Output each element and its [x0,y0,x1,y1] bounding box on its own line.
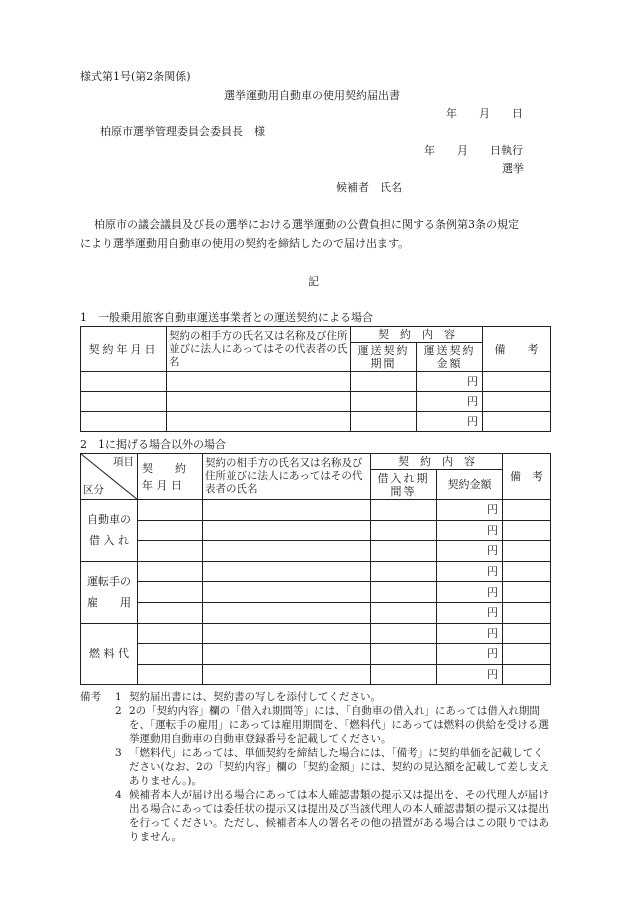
remarks-section [80,690,550,844]
yen-unit: 円 [467,395,478,408]
s1-party-cell[interactable] [167,372,351,392]
remarks-number: 4 [115,789,122,801]
s2-party-cell[interactable] [203,602,371,623]
s1-amount-cell[interactable] [417,412,483,432]
corner-division-label: 区分 [83,484,104,496]
s2-period-cell[interactable] [371,644,437,665]
table-row [81,372,551,392]
s1-amount-cell[interactable] [417,392,483,412]
remarks-head: 備考 [80,691,101,703]
remarks-text: 契約届出書には、契約書の写しを添付してください。 [129,691,381,703]
s2-remarks-cell[interactable] [503,582,551,603]
s2-period-cell[interactable] [371,561,437,582]
body-paragraph-line1: 柏原市の議会議員及び長の選挙における選挙運動の公費負担に関する条例第3条の規定 [94,218,519,231]
s2-amount-cell[interactable] [437,541,503,562]
addressee: 柏原市選挙管理委員会委員長 様 [100,125,265,138]
s2-amount-cell[interactable] [437,520,503,541]
group-label-fuel [81,623,138,685]
corner-item-label: 項目 [113,456,134,468]
section1-table [80,326,551,432]
s2-date-cell[interactable] [138,561,203,582]
s2-party-cell[interactable] [203,623,371,644]
group-label-line1: 自動車の [87,513,131,527]
yen-unit: 円 [487,647,498,661]
table-row [81,644,551,665]
s2-amount-cell[interactable] [437,500,503,521]
s1-header-party: 契約の相手方の氏名又は名称及び住所並びに法人にあってはその代表者の氏名 [167,327,351,372]
yen-unit: 円 [487,544,498,558]
s2-remarks-cell[interactable] [503,561,551,582]
s2-period-cell[interactable] [371,500,437,521]
s2-date-cell[interactable] [138,582,203,603]
s1-remarks-cell[interactable] [483,412,551,432]
table-row [81,520,551,541]
s1-remarks-cell[interactable] [483,372,551,392]
s1-header-amount: 運送契約金額 [417,343,483,372]
yen-unit: 円 [487,626,498,640]
group-label-driver-employment [81,561,138,623]
s1-amount-cell[interactable] [417,372,483,392]
s2-amount-cell[interactable] [437,582,503,603]
s2-remarks-cell[interactable] [503,520,551,541]
form-id: 様式第1号(第2条関係) [80,70,191,83]
remarks-number: 1 [115,691,122,703]
form-title: 選挙運動用自動車の使用契約届出書 [224,89,400,102]
remarks-text: 「燃料代」にあっては、単価契約を締結した場合には、「備考」に契約単価を記載してください(なお、2の「契約内容」欄の「契約金額」には、契約の見込額を記載して差し支えありません。)。 [129,747,550,787]
s2-party-cell[interactable] [203,664,371,685]
candidate-name-field[interactable]: 候補者 氏名 [336,181,402,194]
s2-period-cell[interactable] [371,520,437,541]
ki-mark: 記 [308,275,319,288]
s2-date-cell[interactable] [138,602,203,623]
s2-header-amount: 契約金額 [437,470,503,500]
remarks-item [80,788,550,844]
s2-date-cell[interactable] [138,500,203,521]
s2-remarks-cell[interactable] [503,644,551,665]
s2-amount-cell[interactable] [437,644,503,665]
remarks-number: 2 [115,705,122,717]
group-label-line2: 借 入 れ [89,534,129,548]
s2-period-cell[interactable] [371,623,437,644]
group-label-line1: 燃 料 代 [89,647,129,661]
s2-party-cell[interactable] [203,582,371,603]
table-row [81,582,551,603]
s1-date-cell[interactable] [81,372,167,392]
s2-date-cell[interactable] [138,664,203,685]
remarks-text: 2の「契約内容」欄の「借入れ期間等」には、「自動車の借入れ」にあっては借入れ期間を、「運転手の雇用」にあっては雇用期間を、「燃料代」にあっては燃料の供給を受ける選挙運動用自動車の自動車登録番号を記載してください。 [129,705,549,745]
yen-unit: 円 [467,375,478,388]
s2-remarks-cell[interactable] [503,541,551,562]
s2-remarks-cell[interactable] [503,500,551,521]
s2-party-cell[interactable] [203,500,371,521]
s2-date-cell[interactable] [138,541,203,562]
s2-party-cell[interactable] [203,541,371,562]
s1-period-cell[interactable] [351,412,417,432]
yen-unit: 円 [487,668,498,682]
s2-party-cell[interactable] [203,644,371,665]
s2-date-cell[interactable] [138,623,203,644]
contract-date-bottom: 年 月 日 [142,478,182,492]
table-row [81,392,551,412]
s1-party-cell[interactable] [167,392,351,412]
section1-heading: 1 一般乗用旅客自動車運送事業者との運送契約による場合 [80,311,373,324]
group-label-line2: 雇 用 [87,596,131,610]
table-row [81,623,551,644]
yen-unit: 円 [487,606,498,620]
remarks-item [80,704,550,746]
s2-header-contents: 契 約 内 容 [371,454,503,470]
s2-header-contract-date [138,454,203,500]
table-row [81,500,551,521]
s2-period-cell[interactable] [371,582,437,603]
s2-period-cell[interactable] [371,602,437,623]
section2-table [80,453,551,685]
yen-unit: 円 [487,585,498,599]
yen-unit: 円 [487,503,498,517]
election-date-field[interactable]: 年 月 日執行 [424,144,523,157]
s2-corner-cell [81,454,138,500]
contract-date-top: 契 約 [142,461,186,475]
s1-party-cell[interactable] [167,412,351,432]
table-row [81,561,551,582]
s1-header-period: 運送契約期間 [351,343,417,372]
yen-unit: 円 [487,565,498,579]
s2-header-period: 借入れ期間等 [371,470,437,500]
group-label-line1: 運転手の [87,575,131,589]
remarks-item [80,690,550,704]
s2-period-cell[interactable] [371,541,437,562]
s2-amount-cell[interactable] [437,623,503,644]
table-row [81,664,551,685]
remarks-text: 候補者本人が届け出る場合にあっては本人確認書類の提示又は提出を、その代理人が届け出る場合にあっては委任状の提示又は提出及び当該代理人の本人確認書類の提示又は提出を行ってください。ただし、候補者本人の署名その他の措置がある場合はこの限りではありません。 [129,789,549,843]
group-label-vehicle-rental [81,500,138,562]
section2-heading: 2 1に掲げる場合以外の場合 [80,438,226,451]
s2-amount-cell[interactable] [437,602,503,623]
s2-header-party: 契約の相手方の氏名又は名称及び住所並びに法人にあってはその代表者の氏名 [203,454,371,500]
s1-remarks-cell[interactable] [483,392,551,412]
s2-amount-cell[interactable] [437,664,503,685]
s1-date-cell[interactable] [81,412,167,432]
table-row [81,541,551,562]
election-name-field[interactable]: 選挙 [502,162,524,175]
s2-remarks-cell[interactable] [503,623,551,644]
s1-header-remarks: 備 考 [483,327,551,372]
table-row [81,412,551,432]
s2-period-cell[interactable] [371,664,437,685]
yen-unit: 円 [487,523,498,537]
s1-header-contents: 契 約 内 容 [351,327,483,343]
s2-remarks-cell[interactable] [503,602,551,623]
s2-party-cell[interactable] [203,561,371,582]
yen-unit: 円 [467,415,478,428]
s1-period-cell[interactable] [351,392,417,412]
s2-party-cell[interactable] [203,520,371,541]
remarks-item [80,746,550,788]
remarks-number: 3 [115,747,122,759]
s2-header-remarks: 備 考 [503,454,551,500]
s1-date-cell[interactable] [81,392,167,412]
s2-amount-cell[interactable] [437,561,503,582]
submission-date-field[interactable]: 年 月 日 [446,107,523,120]
s2-date-cell[interactable] [138,520,203,541]
s2-remarks-cell[interactable] [503,664,551,685]
s1-period-cell[interactable] [351,372,417,392]
s1-header-contract-date: 契約年月日 [81,327,167,372]
body-paragraph-line2: により選挙運動用自動車の使用の契約を締結したので届け出ます。 [80,237,410,250]
table-row [81,602,551,623]
s2-date-cell[interactable] [138,644,203,665]
